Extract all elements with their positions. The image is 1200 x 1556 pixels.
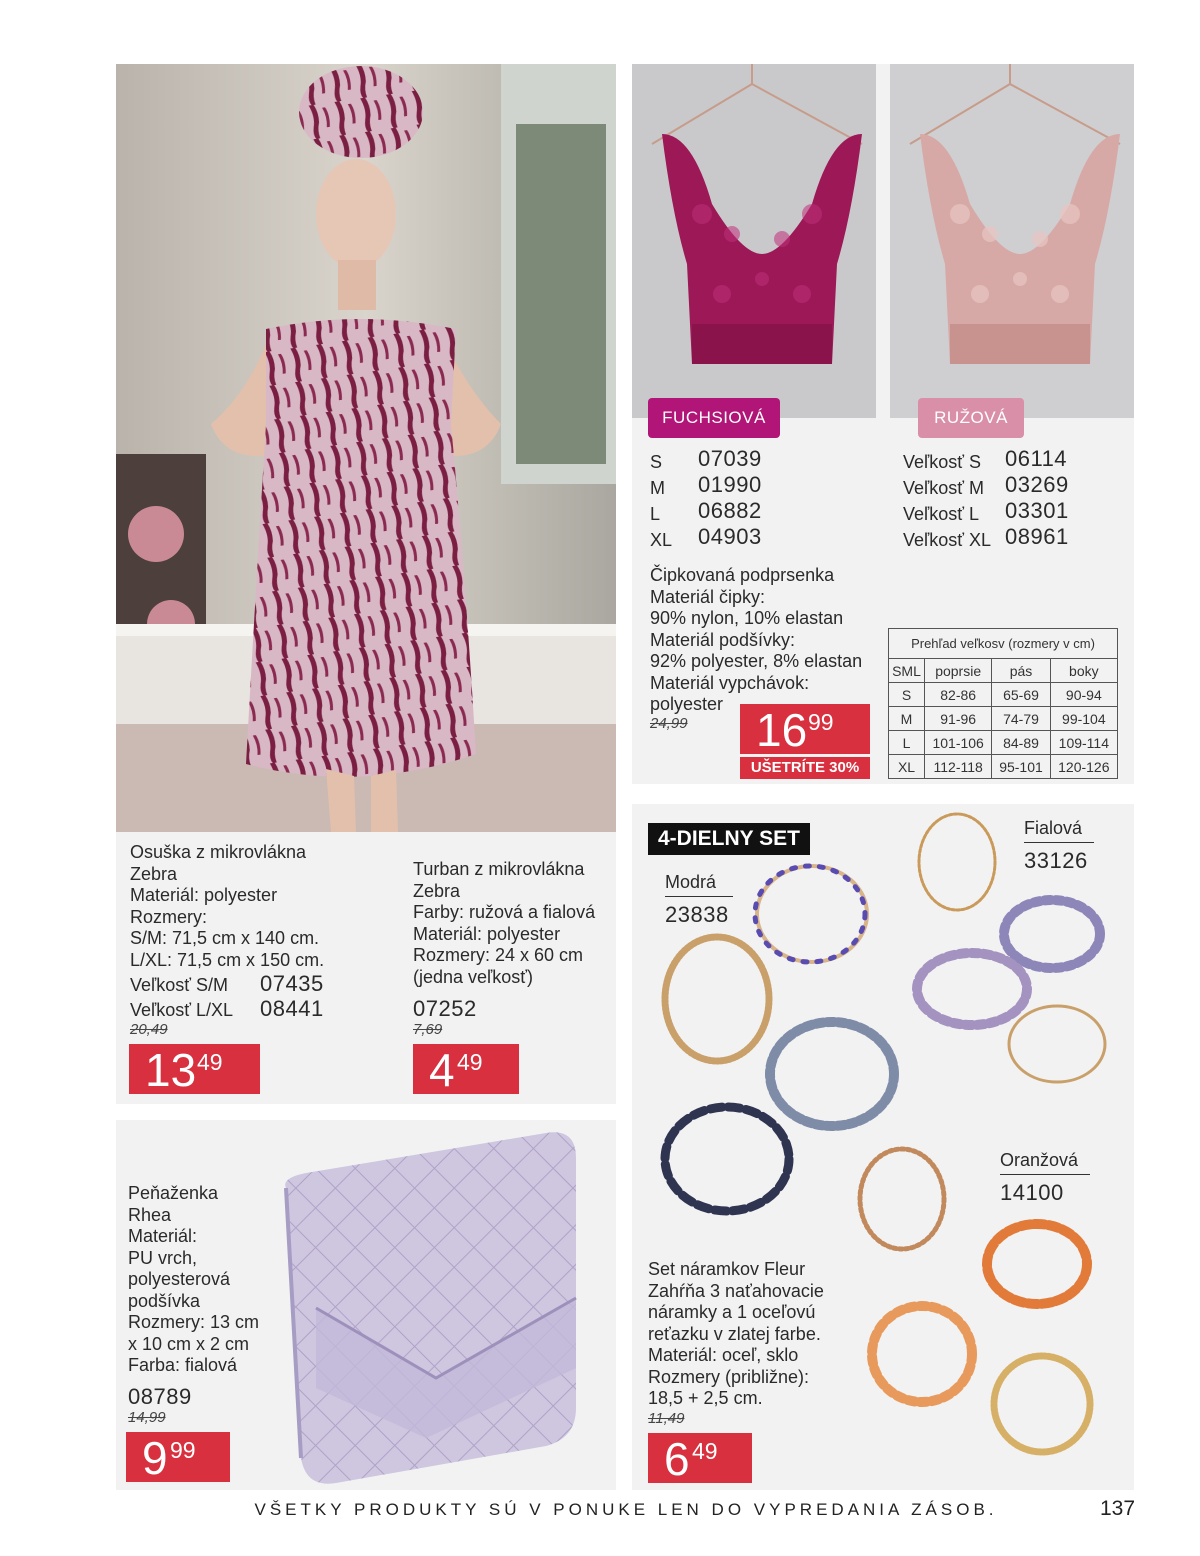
bra-fuchsia-photo: [632, 64, 876, 418]
towel-size-sm-label: Veľkosť S/M: [130, 975, 229, 995]
bra-old-price: 24,99: [650, 715, 688, 732]
swatch-fuchsia: FUCHSIOVÁ: [648, 398, 780, 438]
towel-old-price: 20,49: [130, 1021, 168, 1038]
turban-price-dec: 49: [457, 1049, 483, 1075]
turban-code: 07252: [413, 996, 477, 1021]
wallet-description: Peňaženka Rhea Materiál: PU vrch, polyesterová podšívka Rozmery: 13 cm x 10 cm x 2 cm Farba: fialová: [128, 1183, 260, 1375]
bracelets-description: Set náramkov Fleur Zahŕňa 3 naťahovacie náramky a 1 oceľovú reťazku v zlatej farbe. Materiál: oceľ, sklo Rozmery (približne): 18,5 + 2,5 cm.: [648, 1259, 858, 1410]
set-tag: 4-DIELNY SET: [648, 823, 810, 855]
table-row: XL 112-118 95-101 120-126: [889, 755, 1118, 779]
bracelets-old-price: 11,49: [648, 1410, 685, 1427]
variant-orange-name: Oranžová: [1000, 1150, 1090, 1175]
footer-note: VŠETKY PRODUKTY SÚ V PONUKE LEN DO VYPREDANIA ZÁSOB.: [254, 1500, 998, 1519]
bracelets-price-dec: 49: [692, 1438, 718, 1464]
size-table-title: Prehľad veľkosv (rozmery v cm): [888, 628, 1118, 658]
bra-savings-badge: UŠETRÍTE 30%: [740, 757, 870, 779]
towel-size-sm-code: 07435: [260, 971, 324, 996]
page-number: 137: [1100, 1497, 1136, 1520]
bracelets-price-tag: [648, 1433, 752, 1483]
towel-photo: [116, 64, 616, 832]
towel-description: Osuška z mikrovlákna Zebra Materiál: polyester Rozmery: S/M: 71,5 cm x 140 cm. L/XL: 71,5 cm x 150 cm.: [130, 842, 325, 970]
table-row: S 82-86 65-69 90-94: [889, 683, 1118, 707]
towel-size-lxl-label: Veľkosť L/XL: [130, 1000, 234, 1020]
size-table-grid: [888, 658, 1118, 779]
bra-pink-photo: [890, 64, 1134, 418]
turban-old-price: 7,69: [413, 1021, 443, 1038]
size-table: [888, 628, 1118, 779]
wallet-photo: [276, 1128, 606, 1488]
variant-orange-code: 14100: [1000, 1180, 1064, 1205]
towel-size-lxl-code: 08441: [260, 996, 324, 1021]
wallet-price-int: 9: [142, 1432, 168, 1484]
table-row: L 101-106 84-89 109-114: [889, 731, 1118, 755]
wallet-price-tag: [126, 1432, 230, 1482]
bra-description: Čipkovaná podprsenka Materiál čipky: 90% nylon, 10% elastan Materiál podšívky: 92% polyester, 8% elastan Materiál vypchávok: polyester: [650, 565, 863, 714]
turban-price-int: 4: [429, 1044, 455, 1096]
wallet-old-price: 14,99: [128, 1409, 166, 1426]
wallet-code: 08789: [128, 1384, 192, 1409]
towel-price-dec: 49: [197, 1049, 223, 1075]
bra-price-tag: [740, 704, 870, 754]
bra-price-dec: 99: [808, 709, 834, 735]
bracelets-price-int: 6: [664, 1433, 690, 1485]
variant-blue-name: Modrá: [665, 872, 733, 897]
swatch-pink: RUŽOVÁ: [918, 398, 1024, 438]
towel-price-tag: [129, 1044, 260, 1094]
bra-price-int: 16: [756, 704, 808, 756]
turban-description: Turban z mikrovlákna Zebra Farby: ružová a fialová Materiál: polyester Rozmery: 24 x 60 cm (jedna veľkosť): [413, 859, 596, 987]
variant-violet-code: 33126: [1024, 848, 1088, 873]
size-table-header: SML poprsie pás boky: [889, 659, 1118, 683]
table-row: M 91-96 74-79 99-104: [889, 707, 1118, 731]
turban-price-tag: [413, 1044, 519, 1094]
towel-price-int: 13: [145, 1044, 197, 1096]
variant-blue-code: 23838: [665, 902, 729, 927]
variant-violet-name: Fialová: [1024, 818, 1094, 843]
wallet-price-dec: 99: [170, 1437, 196, 1463]
